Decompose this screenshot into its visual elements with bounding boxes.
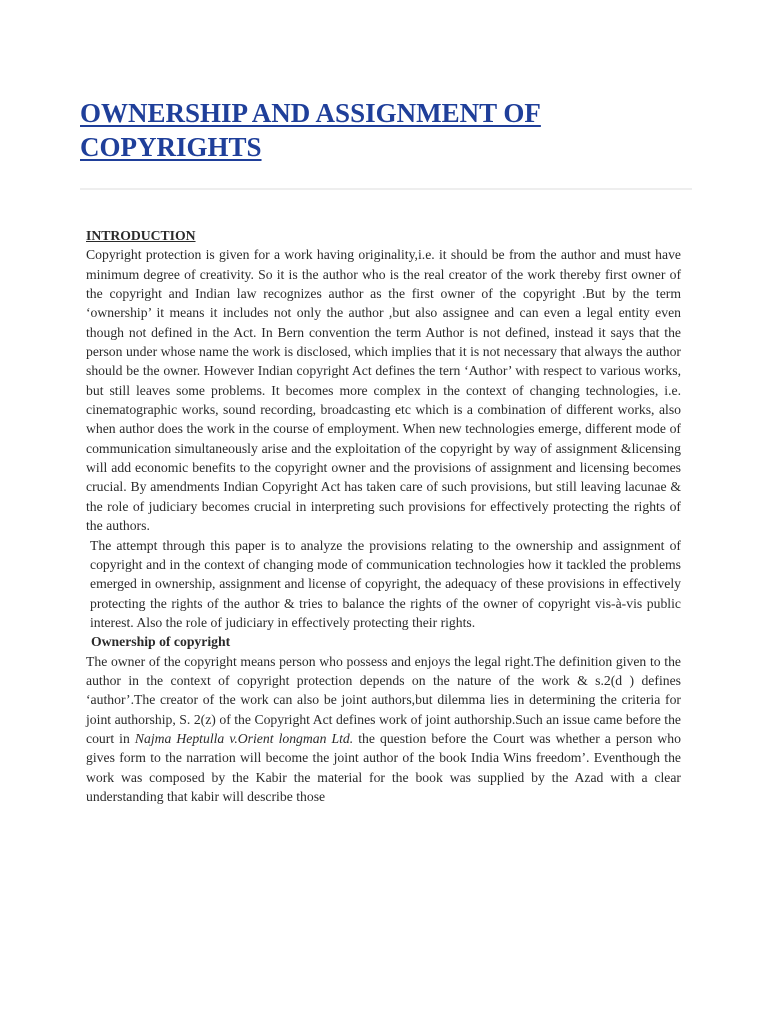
introduction-heading: INTRODUCTION <box>86 228 196 243</box>
case-citation: Najma Heptulla v.Orient longman Ltd. <box>134 730 354 746</box>
ownership-text-start: The owner of the copyright means person who possess and enjoys the legal right.The definition given to the author in the context of copyright protection depends on the nature of the work & s.2(d ) defines ‘author’.The creator of the work can also be joint authors,but dilemma lies in determining the criteria for joint authorship, S. 2(z) of the Copyright Act defines work of joint authorship.Such an issue came before the court in <box>86 653 681 746</box>
ownership-heading: Ownership of copyright <box>91 634 231 650</box>
introduction-paragraph-1: Copyright protection is given for a work having originality,i.e. it should be from the author and must have minimum degree of creativity. So it is the author who is the real creator of the work thereby first owner of the copyright and Indian law recognizes author as the first owner of the copyright .But by the term ‘ownership’ it means it includes not only the author ,but also assignee and can even a legal entity even though not defined in the Act. In Bern convention the term Author is not defined, instead it says that the person under whose name the work is disclosed, which implies that it is not necessary that always the author should be the owner. However Indian copyright Act defines the tern ‘Author’ with respect to various works, but still leaves some problems. It becomes more complex in the context of changing technologies, i.e. cinematographic works, sound recording, broadcasting etc which is a combination of different works, also when author does the work in the course of employment. When new technologies emerge, different mode of communication simultaneously arise and the exploitation of the copyright by way of assignment &licensing will add economic benefits to the copyright owner and the provisions of assignment and licensing becomes crucial. By amendments Indian Copyright Act has taken care of such provisions, but still leaving lacunae & the role of judiciary becomes crucial in interpreting such provisions for effectively protecting the rights of the authors. <box>86 247 681 534</box>
introduction-paragraph-2: The attempt through this paper is to analyze the provisions relating to the ownership and assignment of copyright and in the context of changing mode of communication technologies how it tackled the problems emerged in ownership, assignment and license of copyright, the adequacy of these provisions in effectively protecting the rights of the author & tries to balance the rights of the owner of copyright vis-à-vis public interest. Also the role of judiciary in effectively protecting their rights. <box>90 537 681 630</box>
document-title: OWNERSHIP AND ASSIGNMENT OF COPYRIGHTS <box>80 98 541 162</box>
document-body <box>86 226 681 806</box>
ownership-text-end: the question before the Court was whether a person who gives form to the narration will become the joint author of the book India Wins freedom’. Eventhough the work was composed by the Kabir the material for the book was supplied by the Azad with a clear understanding that kabir will describe those <box>86 730 681 804</box>
ownership-paragraph <box>86 652 681 807</box>
title-divider <box>80 188 692 190</box>
